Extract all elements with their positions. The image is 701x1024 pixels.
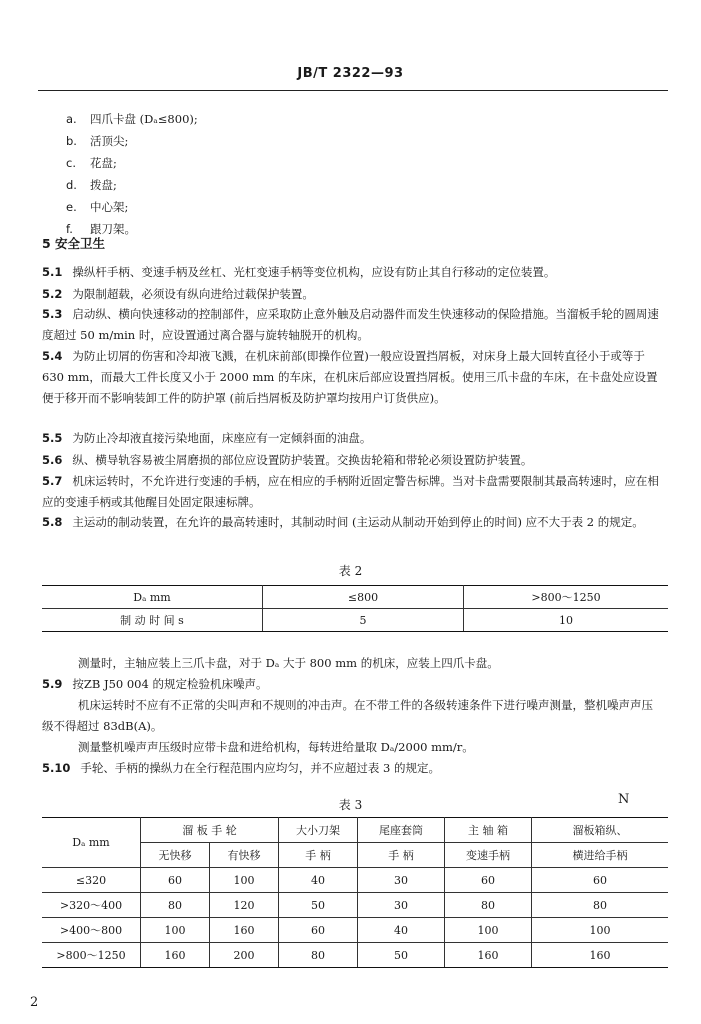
table-cell: 50 (279, 893, 358, 918)
table-cell: 60 (141, 868, 210, 893)
table-header-cell: 尾座套筒 (358, 818, 445, 843)
noise-measurement-note: 测量整机噪声声压级时应带卡盘和进给机构，每转进给量取 Dₐ/2000 mm/r。 (78, 740, 474, 754)
clause-5-2 (42, 284, 662, 305)
table-header-cell: 变速手柄 (445, 843, 532, 868)
table-cell: 80 (279, 943, 358, 968)
clause-text: 为限制超载，必须设有纵向进给过载保护装置。 (72, 287, 314, 301)
list-text: 活顶尖; (90, 134, 129, 148)
table-cell: 40 (279, 868, 358, 893)
list-marker: f. (66, 222, 73, 236)
table-cell: 60 (279, 918, 358, 943)
clause-5-5 (42, 428, 662, 449)
clause-number: 5.8 (42, 515, 63, 529)
table-cell: 200 (210, 943, 279, 968)
list-item (66, 130, 198, 152)
clause-text: 手轮、手柄的操纵力在全行程范围内应均匀，并不应超过表 3 的规定。 (80, 761, 440, 775)
clause-5-10 (42, 758, 662, 779)
table-row (42, 943, 668, 968)
table-header-cell: 溜 板 手 轮 (141, 818, 279, 843)
list-text: 中心架; (90, 200, 129, 214)
noise-requirement: 机床运转时不应有不正常的尖叫声和不规则的冲击声。在不带工件的各级转速条件下进行噪声测量，整机噪声声压级不得超过 83dB(A)。 (42, 698, 653, 733)
table-cell: 160 (210, 918, 279, 943)
list-item (66, 196, 198, 218)
clause-number: 5.5 (42, 431, 63, 445)
clause-5-3 (42, 304, 662, 346)
clause-number: 5.7 (42, 474, 63, 488)
section-heading: 5 安全卫生 (42, 236, 106, 251)
list-marker: d. (66, 178, 77, 192)
clause-text: 主运动的制动装置，在允许的最高转速时，其制动时间 (主运动从制动开始到停止的时间) 应不大于表 2 的规定。 (72, 515, 644, 529)
list-item (66, 108, 198, 130)
table-header-cell: Dₐ mm (42, 586, 263, 609)
list-marker: e. (66, 200, 77, 214)
clause-text: 机床运转时，不允许进行变速的手柄，应在相应的手柄附近固定警告标牌。当对卡盘需要限制其最高转速时，应在相应的变速手柄或其他醒目处固定限速标牌。 (42, 474, 659, 509)
clause-5-1 (42, 262, 662, 283)
clause-text: 操纵杆手柄、变速手柄及丝杠、光杠变速手柄等变位机构，应设有防止其自行移动的定位装置。 (72, 265, 556, 279)
table-3-caption: 表 3 (338, 798, 363, 812)
table-header-cell: 无快移 (141, 843, 210, 868)
table-cell: >400～800 (42, 918, 141, 943)
clause-5-9 (42, 674, 662, 695)
clause-text: 启动纵、横向快速移动的控制部件，应采取防止意外触及启动器件而发生快速移动的保险措施。当溜板手轮的圆周速度超过 50 m/min 时，应设置通过离合器与旋转轴脱开的机构。 (42, 307, 659, 342)
list-text: 花盘; (90, 156, 117, 170)
clause-number: 5.4 (42, 349, 63, 363)
table-row (42, 918, 668, 943)
table-header-row (42, 818, 668, 843)
table-cell: 30 (358, 868, 445, 893)
table-2 (42, 585, 668, 632)
table-cell: 80 (141, 893, 210, 918)
fixture-list (66, 108, 198, 240)
list-marker: b. (66, 134, 77, 148)
list-text: 拨盘; (90, 178, 117, 192)
table-header-cell: 有快移 (210, 843, 279, 868)
clause-text: 纵、横导轨容易被尘屑磨损的部位应设置防护装置。交换齿轮箱和带轮必须设置防护装置。 (72, 453, 533, 467)
table-cell: 160 (141, 943, 210, 968)
table-cell: 120 (210, 893, 279, 918)
table-cell: 5 (263, 609, 464, 632)
clause-number: 5.6 (42, 453, 63, 467)
table-header-cell: 大小刀架 (279, 818, 358, 843)
table-header-cell: 主 轴 箱 (445, 818, 532, 843)
clause-5-7 (42, 471, 662, 513)
clause-5-8 (42, 512, 662, 533)
table-cell: >800～1250 (42, 943, 141, 968)
table-row (42, 893, 668, 918)
clause-text: 按ZB J50 004 的规定检验机床噪声。 (72, 677, 268, 691)
table-cell: 60 (445, 868, 532, 893)
clause-text: 为防止冷却液直接污染地面，床座应有一定倾斜面的油盘。 (72, 431, 372, 445)
table-header-row (42, 586, 668, 609)
table-cell: 160 (445, 943, 532, 968)
table-header-cell: 手 柄 (358, 843, 445, 868)
list-marker: c. (66, 156, 76, 170)
table-cell: 100 (141, 918, 210, 943)
table-3-unit: N (618, 792, 630, 807)
clause-5-6 (42, 450, 662, 471)
table-cell: 50 (358, 943, 445, 968)
list-item (66, 152, 198, 174)
table-3 (42, 817, 668, 968)
table-cell: 40 (358, 918, 445, 943)
table-header-cell: 溜板箱纵、 (532, 818, 669, 843)
header-rule (38, 90, 668, 91)
clause-number: 5.1 (42, 265, 63, 279)
table-header-cell: 横进给手柄 (532, 843, 669, 868)
list-marker: a. (66, 112, 77, 126)
table-cell: 100 (210, 868, 279, 893)
page-number: 2 (30, 995, 39, 1010)
table-cell: 制 动 时 间 s (42, 609, 263, 632)
measurement-note: 测量时，主轴应装上三爪卡盘，对于 Dₐ 大于 800 mm 的机床，应装上四爪卡盘。 (78, 656, 499, 670)
table-cell: ≤320 (42, 868, 141, 893)
document-code-header: JB/T 2322—93 (297, 66, 404, 81)
list-text: 跟刀架。 (90, 222, 136, 236)
clause-number: 5.10 (42, 761, 71, 775)
clause-number: 5.2 (42, 287, 63, 301)
clause-text: 为防止切屑的伤害和冷却液飞溅，在机床前部(即操作位置)一般应设置挡屑板，对床身上最大回转直径小于或等于 630 mm，而最大工件长度又小于 2000 mm 的车床，在机床后部应设置挡屑板。使用三爪卡盘的车床，在卡盘处应设置便于移开而不影响装卸工件的防护罩 (前后挡屑板及防护罩均按用户订货供应)。 (42, 349, 658, 405)
table-2-caption: 表 2 (338, 564, 363, 578)
table-cell: 80 (532, 893, 669, 918)
table-row (42, 868, 668, 893)
clause-number: 5.3 (42, 307, 63, 321)
list-text: 四爪卡盘 (Dₐ≤800); (90, 112, 198, 126)
table-cell: 160 (532, 943, 669, 968)
table-cell: 10 (464, 609, 669, 632)
table-cell: 100 (445, 918, 532, 943)
table-header-cell: >800～1250 (464, 586, 669, 609)
list-item (66, 174, 198, 196)
table-header-cell: Dₐ mm (42, 818, 141, 868)
table-cell: 100 (532, 918, 669, 943)
clause-number: 5.9 (42, 677, 63, 691)
table-cell: >320～400 (42, 893, 141, 918)
table-header-cell: ≤800 (263, 586, 464, 609)
table-cell: 30 (358, 893, 445, 918)
table-header-cell: 手 柄 (279, 843, 358, 868)
table-row (42, 609, 668, 632)
table-cell: 60 (532, 868, 669, 893)
table-cell: 80 (445, 893, 532, 918)
clause-5-4 (42, 346, 662, 409)
